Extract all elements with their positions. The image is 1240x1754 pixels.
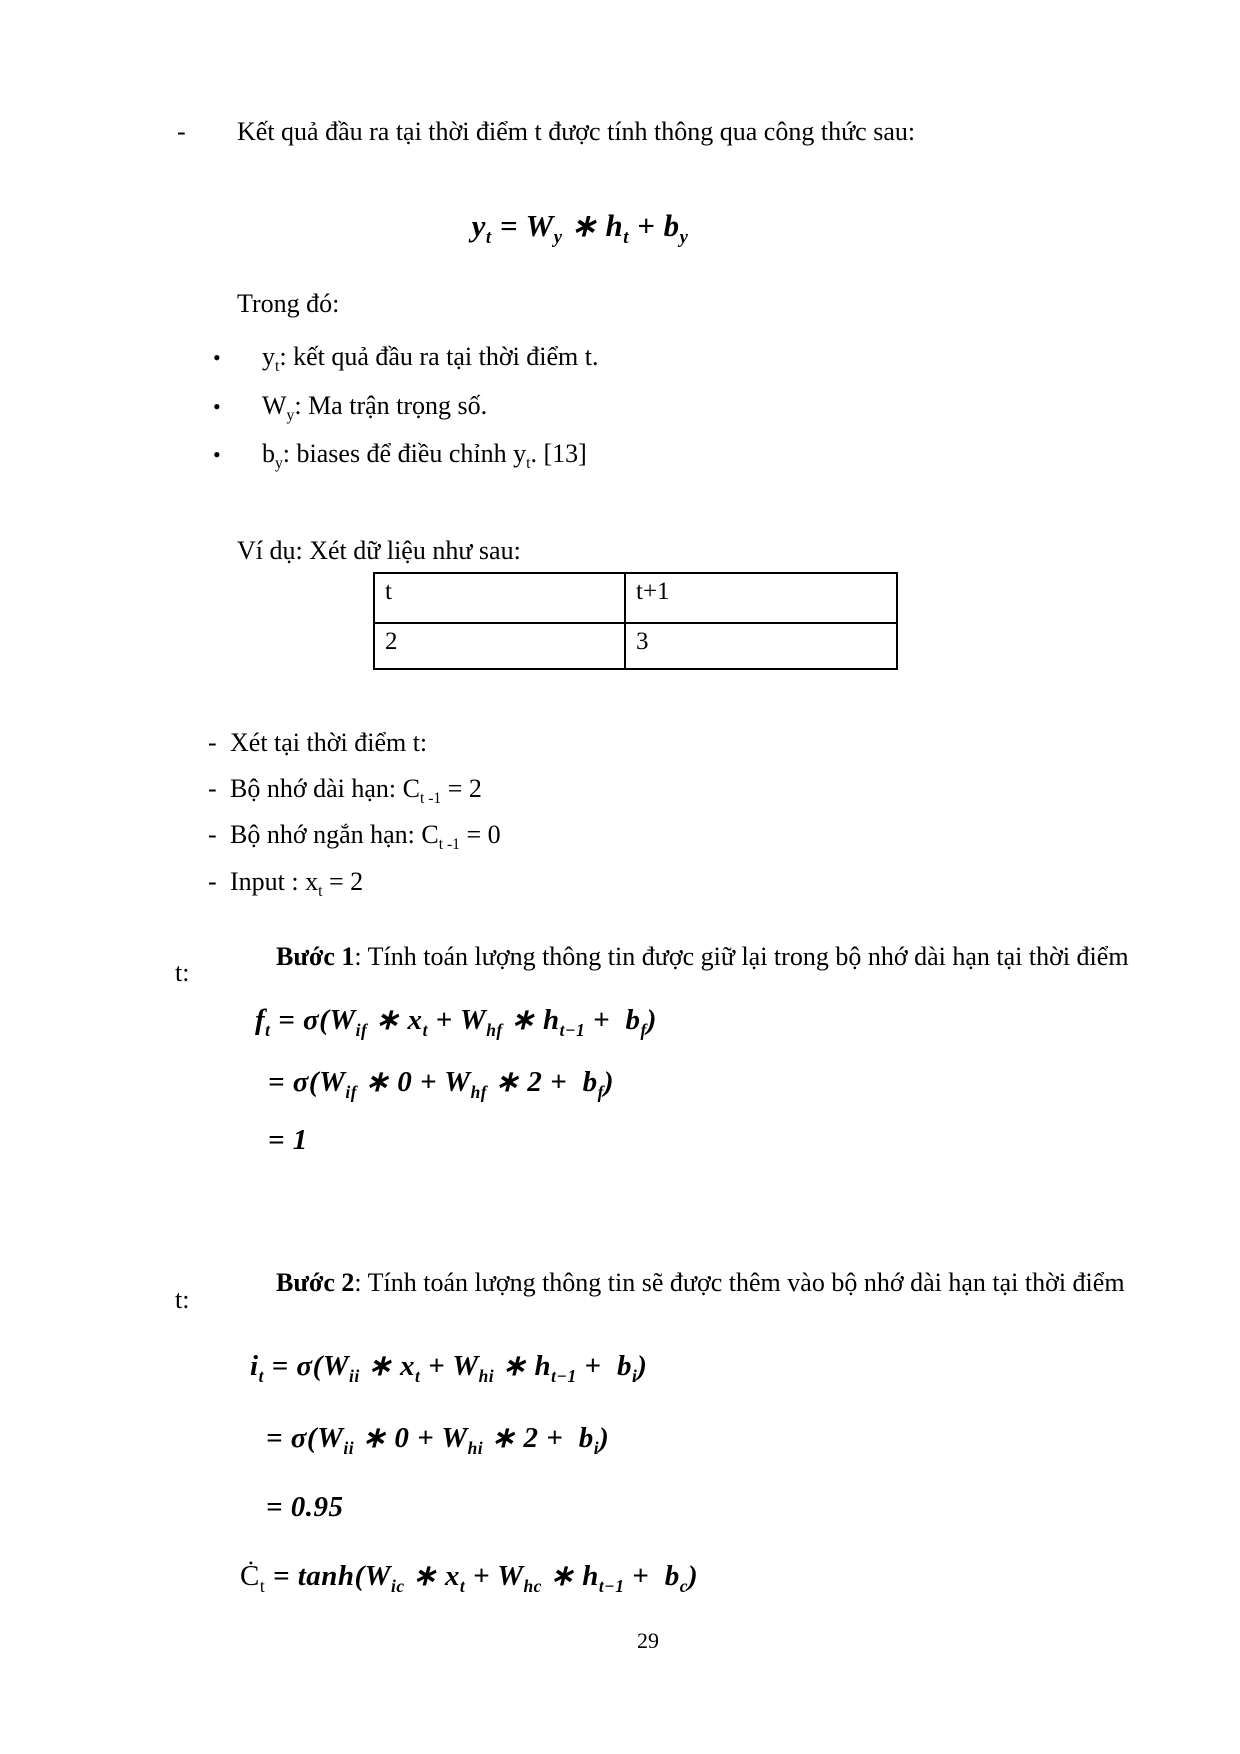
bullet-item-text: $b_y$: biases để điều chỉnh $y_t$. [13]	[262, 439, 587, 473]
formula-forget-line2: = $\sigma(W_{if}$ ∗ $0 + W_{hf}$ ∗ $2 + b_f$)	[268, 1066, 615, 1102]
bullet-item	[213, 438, 1113, 473]
dash-marker: -	[208, 728, 217, 757]
page-number: 29	[637, 1628, 659, 1653]
dash-item	[208, 727, 1108, 758]
bullet-item-text: $y_t$: kết quả đầu ra tại thời điểm t.	[262, 342, 599, 376]
step1-label: Bước 1	[276, 942, 355, 972]
formula-forget-line1: $f_t = \sigma(W_{if}$ ∗ $x_t + W_{hf}$ ∗ $h_{t-1} + b_f$)	[255, 1004, 657, 1040]
bullet-marker: •	[213, 345, 221, 370]
step2-text: : Tính toán lượng thông tin sẽ được thêm vào bộ nhớ dài hạn tại thời điểm	[354, 1268, 1125, 1298]
step1-continuation: t:	[175, 958, 190, 987]
step1-text: : Tính toán lượng thông tin được giữ lại trong bộ nhớ dài hạn tại thời điểm	[354, 942, 1129, 972]
bullet-item	[213, 390, 1113, 425]
dash-item	[208, 773, 1108, 808]
output-formula: $y_t = W_y$ ∗ $h_t + b_y$	[471, 208, 689, 249]
step2-label: Bước 2	[276, 1268, 355, 1298]
dash-item-text: Bộ nhớ ngắn hạn: $C_{t -1} = 0$	[230, 820, 501, 854]
table-row	[374, 623, 897, 669]
section-label-trong-do: Trong đó:	[237, 289, 340, 318]
intro-text: Kết quả đầu ra tại thời điểm t được tính thông qua công thức sau:	[237, 117, 916, 146]
dash-marker: -	[177, 117, 186, 146]
formula-input-line2: = $\sigma(W_{ii}$ ∗ $0 + W_{hi}$ ∗ $2 + b_i$)	[266, 1422, 610, 1458]
table-cell-t1-value: 3	[625, 623, 897, 669]
table-header-cell-t1: t+1	[625, 573, 897, 623]
table-header-row	[374, 573, 897, 623]
dash-item-text: Input : $x_t = 2$	[230, 867, 364, 901]
bullet-marker: •	[213, 442, 221, 467]
step1-paragraph	[250, 910, 1130, 1004]
step2-paragraph	[250, 1236, 1130, 1330]
bullet-marker: •	[213, 394, 221, 419]
formula-input-line1: $i_t = \sigma(W_{ii}$ ∗ $x_t + W_{hi}$ ∗ $h_{t-1} + b_i$)	[250, 1350, 648, 1386]
dash-item	[208, 866, 1108, 901]
dash-marker: -	[208, 820, 217, 849]
dash-item-text: Bộ nhớ dài hạn: $C_{t -1} = 2$	[230, 774, 482, 808]
formula-forget-line3: = 1	[268, 1124, 308, 1156]
dash-item-text: Xét tại thời điểm t:	[230, 728, 428, 757]
bullet-item	[213, 341, 1113, 376]
data-table	[373, 572, 898, 670]
formula-input-line3: = 0.95	[266, 1491, 344, 1523]
formula-candidate: $Ċ_t = \tanh(W_{ic}$ ∗ $x_t + W_{hc}$ ∗ $h_{t-1} + b_c$)	[240, 1560, 699, 1596]
bullet-item-text: $W_y$: Ma trận trọng số.	[262, 391, 488, 425]
table-header-cell-t: t	[374, 573, 625, 623]
intro-paragraph	[177, 116, 1127, 147]
dash-item	[208, 819, 1108, 854]
dash-marker: -	[208, 867, 217, 896]
example-caption: Ví dụ: Xét dữ liệu như sau:	[237, 536, 521, 565]
dash-marker: -	[208, 774, 217, 803]
table-cell-t-value: 2	[374, 623, 625, 669]
step2-continuation: t:	[175, 1285, 190, 1314]
